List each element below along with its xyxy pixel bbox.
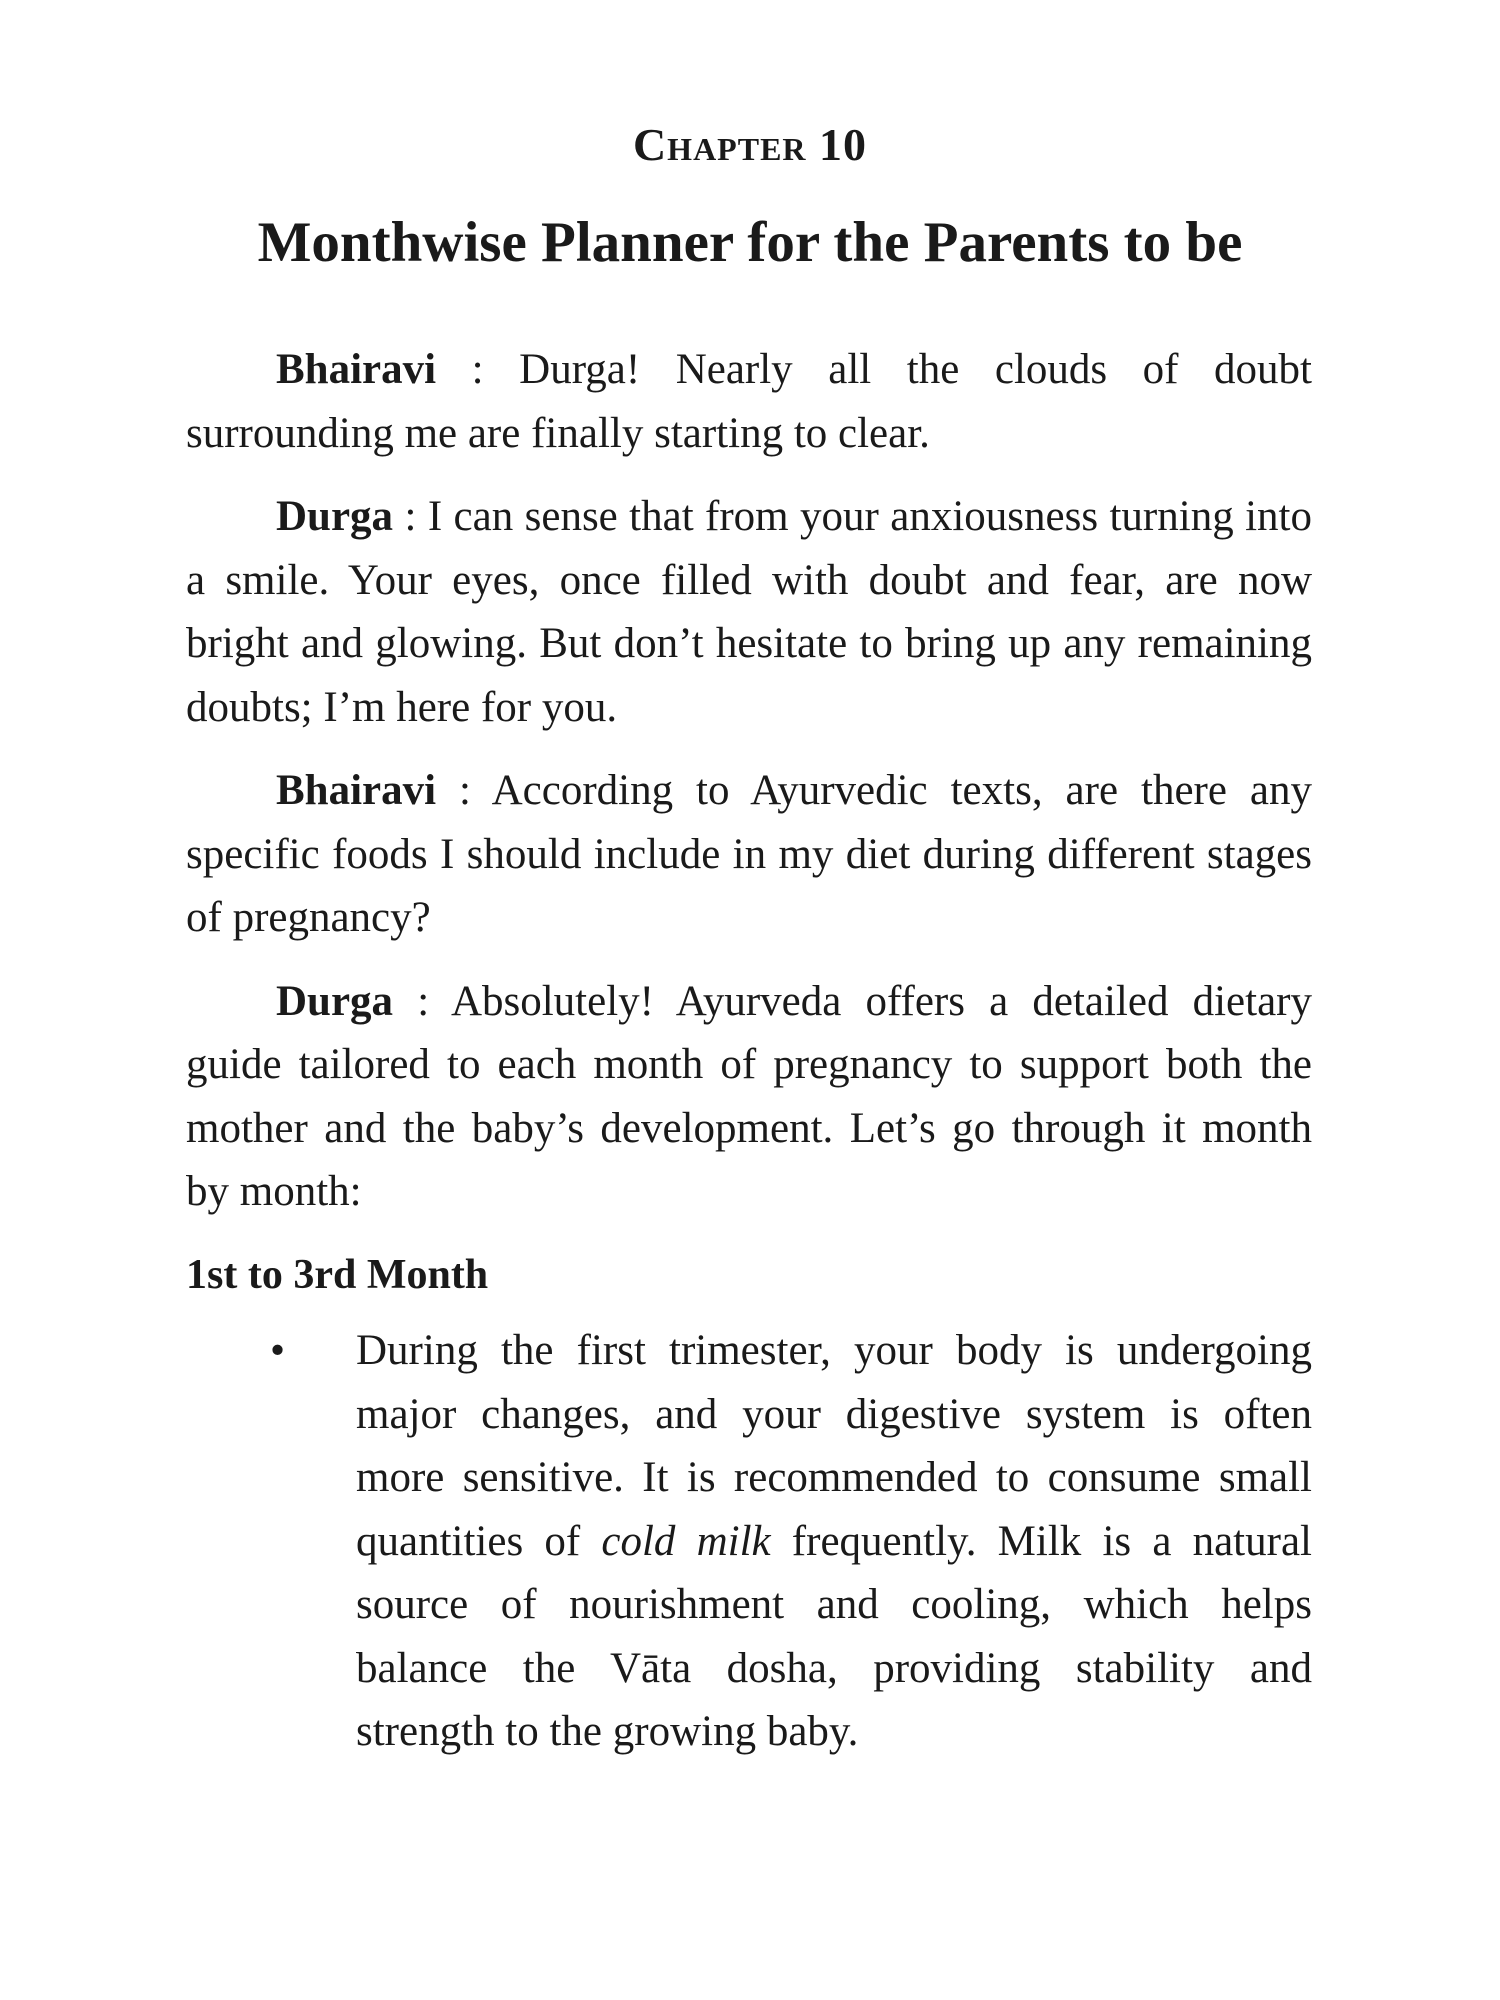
bullet-text: frequently. Milk is a natural source of nourishment and cooling, which helps balance the Vāta dosha, providing stability and strength to the growing baby.	[356, 1517, 1312, 1755]
list-item	[270, 1319, 1312, 1764]
section-heading: 1st to 3rd Month	[186, 1251, 489, 1298]
dialogue-text: Durga! Nearly all the clouds of doubt surrounding me are finally starting to clear.	[186, 346, 1312, 457]
speaker-name: Bhairavi	[276, 767, 437, 814]
speaker-separator: :	[393, 977, 451, 1025]
speaker-separator: :	[436, 767, 492, 814]
dialogue-paragraph	[186, 759, 1312, 950]
speaker-separator: :	[436, 346, 520, 393]
dialogue-text: According to Ayurvedic texts, are there any specific foods I should include in my diet during different stages of pregnancy?	[186, 767, 1312, 941]
speaker-name: Durga	[276, 493, 394, 540]
bullet-icon: •	[270, 1327, 286, 1374]
chapter-label: Chapter 10	[632, 119, 868, 170]
speaker-name: Durga	[276, 977, 394, 1025]
chapter-title: Monthwise Planner for the Parents to be	[257, 211, 1243, 274]
dialogue-text: Absolutely! Ayurveda offers a detailed dietary guide tailored to each month of pregnancy to support both the mother and the baby’s development. Let’s go through it month by month:	[186, 977, 1312, 1215]
emphasized-text: cold milk	[601, 1517, 771, 1565]
dialogue-paragraph	[186, 485, 1312, 739]
speaker-name: Bhairavi	[276, 346, 437, 393]
speaker-separator: :	[393, 493, 428, 540]
dialogue-paragraph	[186, 970, 1312, 1224]
bullet-text: During the first trimester, your body is undergoing major changes, and your digestive system is often more sensitive. It is recommended to consume small quantities of	[356, 1327, 1312, 1565]
bullet-list	[186, 1319, 1312, 1764]
dialogue-text: I can sense that from your anxiousness turning into a smile. Your eyes, once filled with doubt and fear, are now bright and glowing. But don’t hesitate to bring up any remaining doubts; I’m here for you.	[186, 493, 1312, 731]
page-body	[186, 338, 1312, 1764]
dialogue-paragraph	[186, 338, 1312, 465]
